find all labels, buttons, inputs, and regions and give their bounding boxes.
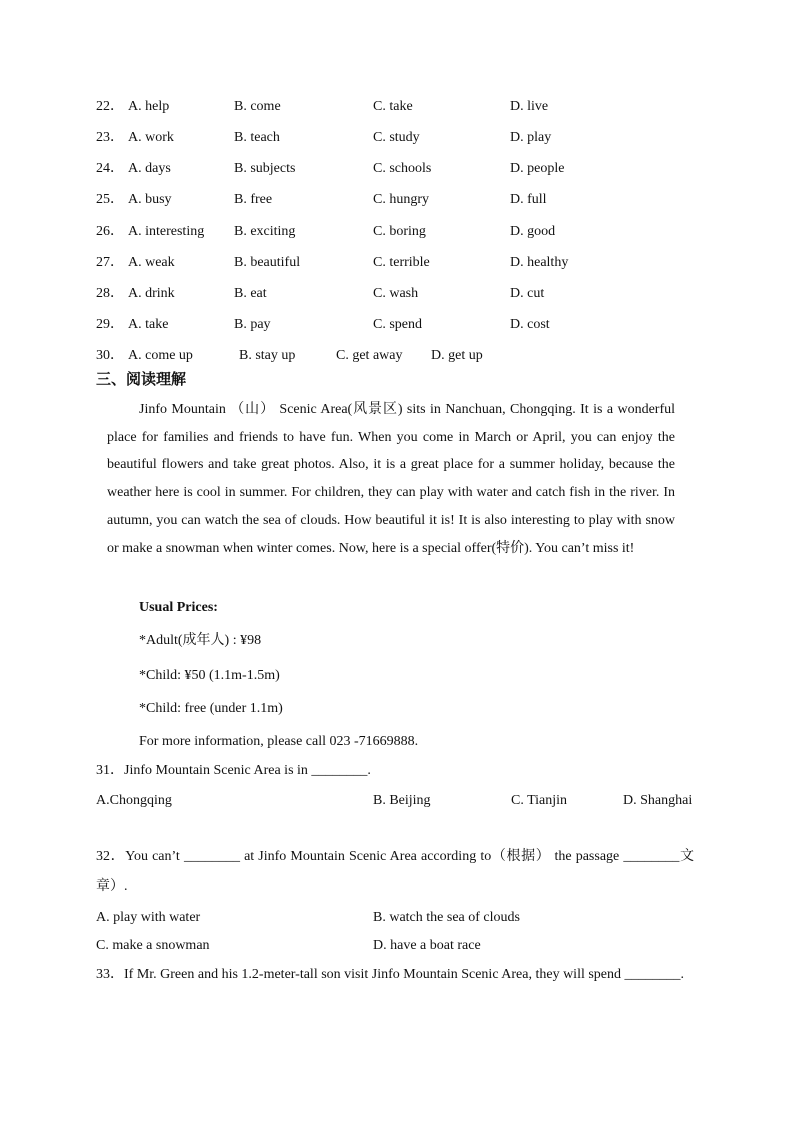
option-a: A. come up [128, 348, 193, 363]
option-a: A. interesting [128, 224, 205, 239]
option-c: C. hungry [373, 192, 429, 207]
question-number: 22． [96, 99, 124, 114]
question-number: 25． [96, 192, 124, 207]
option-a: A. busy [128, 192, 172, 207]
q32-option-a: A. play with water [96, 910, 201, 925]
option-c: C. schools [373, 161, 432, 176]
option-c: C. boring [373, 224, 426, 239]
question-33-stem: 33．If Mr. Green and his 1.2-meter-tall son visit Jinfo Mountain Scenic Area, they will spend ________. [96, 967, 685, 982]
option-d: D. people [510, 161, 565, 176]
q31-option-b: B. Beijing [373, 793, 431, 808]
question-number: 23． [96, 130, 124, 145]
option-a: A. work [128, 130, 174, 145]
question-31-stem: 31．Jinfo Mountain Scenic Area is in ________. [96, 763, 371, 778]
price-child-1: *Child: ¥50 (1.1m-1.5m) [139, 668, 280, 683]
question-number: 26． [96, 224, 124, 239]
option-d: D. good [510, 224, 556, 239]
q31-option-d: D. Shanghai [623, 793, 693, 808]
prices-heading: Usual Prices: [139, 600, 218, 615]
option-b: B. stay up [239, 348, 296, 363]
question-number: 29． [96, 317, 124, 332]
price-adult: *Adult(成年人) : ¥98 [139, 633, 262, 648]
contact-info: For more information, please call 023 -71669888. [139, 734, 419, 749]
option-b: B. beautiful [234, 255, 301, 270]
q31-option-a: A.Chongqing [96, 793, 172, 808]
option-d: D. live [510, 99, 549, 114]
option-a: A. help [128, 99, 170, 114]
option-b: B. eat [234, 286, 267, 301]
option-d: D. get up [431, 348, 483, 363]
option-b: B. subjects [234, 161, 296, 176]
question-32-stem: 32．You can’t ________ at Jinfo Mountain Scenic Area according to（根据） the passage ________文章）. [96, 849, 694, 894]
question-number: 27． [96, 255, 124, 270]
option-c: C. get away [336, 348, 403, 363]
price-child-2: *Child: free (under 1.1m) [139, 701, 283, 716]
question-number: 30． [96, 348, 124, 363]
option-a: A. take [128, 317, 169, 332]
option-d: D. full [510, 192, 547, 207]
option-c: C. spend [373, 317, 422, 332]
option-b: B. teach [234, 130, 280, 145]
q32-option-d: D. have a boat race [373, 938, 481, 953]
option-b: B. free [234, 192, 273, 207]
option-c: C. study [373, 130, 420, 145]
option-d: D. cut [510, 286, 545, 301]
reading-passage [107, 396, 675, 562]
question-number: 24． [96, 161, 124, 176]
option-b: B. exciting [234, 224, 296, 239]
question-number: 28． [96, 286, 124, 301]
option-c: C. take [373, 99, 413, 114]
q31-option-c: C. Tianjin [511, 793, 568, 808]
option-a: A. days [128, 161, 171, 176]
q32-option-c: C. make a snowman [96, 938, 210, 953]
option-c: C. wash [373, 286, 419, 301]
option-c: C. terrible [373, 255, 430, 270]
option-d: D. play [510, 130, 552, 145]
q32-option-b: B. watch the sea of clouds [373, 910, 520, 925]
option-b: B. pay [234, 317, 271, 332]
option-d: D. cost [510, 317, 550, 332]
passage-text: Jinfo Mountain （山） Scenic Area(风景区) sits in Nanchuan, Chongqing. It is a wonderful place for families and friends to have fun. When you come in March or April, you can enjoy the beautiful flowers and take great photos. Also, it is a great place for a summer holiday, because the weather here is cool in summer. For children, they can play with water and catch fish in the river. In autumn, you can watch the sea of clouds. How beautiful it is! It is also interesting to play with snow or make a snowman when winter comes. Now, here is a special offer(特价). You can’t miss it! [107, 402, 675, 556]
section-title: 三、阅读理解 [96, 372, 187, 388]
option-a: A. weak [128, 255, 175, 270]
option-d: D. healthy [510, 255, 569, 270]
option-a: A. drink [128, 286, 175, 301]
option-b: B. come [234, 99, 281, 114]
